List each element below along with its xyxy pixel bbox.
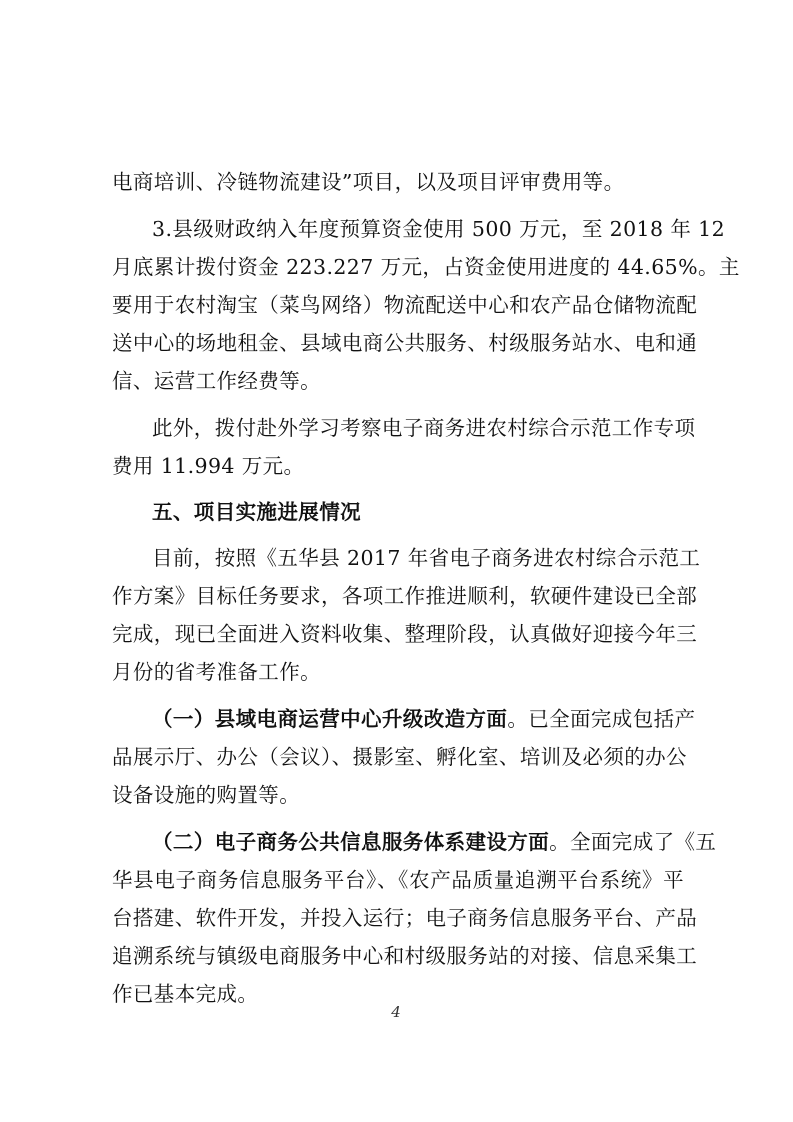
page-number: 4 [391, 1003, 401, 1021]
paragraph-line: 作方案》目标任务要求，各项工作推进顺利，软硬件建设已全部 [112, 584, 698, 608]
paragraph-line: 此外，拨付赴外学习考察电子商务进农村综合示范工作专项 [152, 416, 696, 440]
paragraph-line: 电商培训、冷链物流建设”项目，以及项目评审费用等。 [112, 170, 625, 194]
paragraph-line: 完成，现已全面进入资料收集、整理阶段，认真做好迎接今年三 [112, 622, 698, 646]
paragraph-line: 目前，按照《五华县 2017 年省电子商务进农村综合示范工 [152, 546, 701, 570]
paragraph-line: 月份的省考准备工作。 [112, 660, 321, 684]
paragraph-line: 要用于农村淘宝（菜鸟网络）物流配送中心和农产品仓储物流配 [112, 293, 698, 317]
paragraph-text: 。全面完成了《五 [549, 830, 717, 854]
paragraph-text: 。已全面完成包括产 [507, 707, 696, 731]
section-heading: 五、项目实施进展情况 [152, 500, 361, 524]
paragraph-line: 台搭建、软件开发，并投入运行；电子商务信息服务平台、产品 [112, 906, 698, 930]
paragraph-line: 费用 11.994 万元。 [112, 454, 305, 478]
paragraph-line: 品展示厅、办公（会议）、摄影室、孵化室、培训及必须的办公 [112, 745, 687, 769]
paragraph-line: 追溯系统与镇级电商服务中心和村级服务站的对接、信息采集工 [112, 944, 698, 968]
paragraph-line: 设备设施的购置等。 [112, 783, 301, 807]
paragraph-line: 作已基本完成。 [112, 982, 259, 1006]
paragraph-line [152, 703, 696, 735]
subsection-heading: （一）县域电商运营中心升级改造方面 [152, 707, 508, 731]
subsection-heading: （二）电子商务公共信息服务体系建设方面 [152, 830, 550, 854]
paragraph-line: 月底累计拨付资金 223.227 万元，占资金使用进度的 44.65%。主 [112, 255, 740, 279]
paragraph-line: 信、运营工作经费等。 [112, 369, 321, 393]
paragraph-line: 送中心的场地租金、县域电商公共服务、村级服务站水、电和通 [112, 331, 698, 355]
paragraph-line: 3.县级财政纳入年度预算资金使用 500 万元，至 2018 年 12 [152, 217, 726, 241]
paragraph-line: 华县电子商务信息服务平台》、《农产品质量追溯平台系统》平 [112, 868, 684, 892]
paragraph-line [152, 826, 717, 858]
